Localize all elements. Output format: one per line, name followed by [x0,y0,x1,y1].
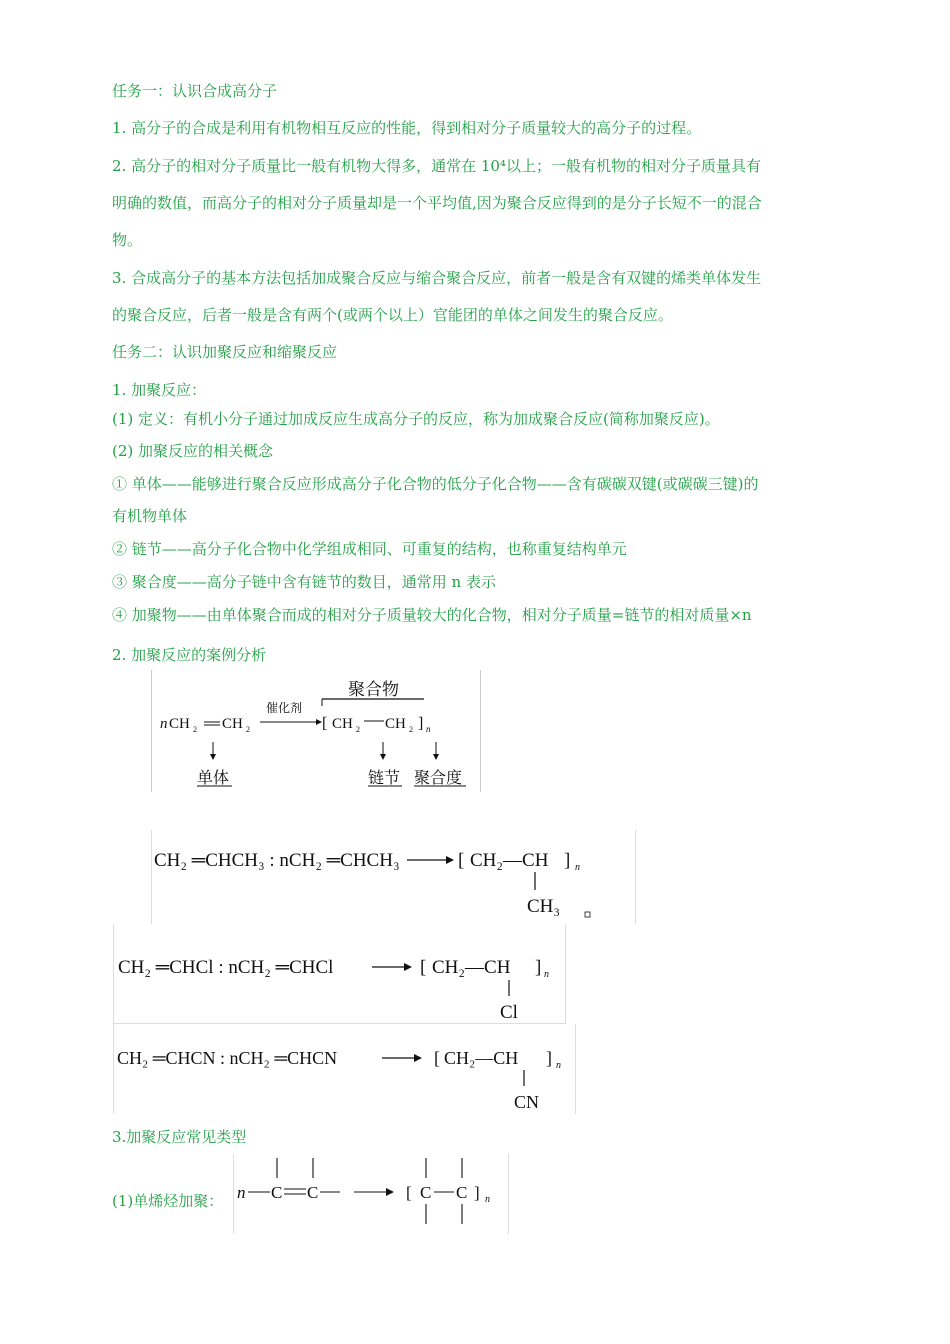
n-coefficient: n [160,716,168,732]
paragraph-3-line-1: 3. 合成高分子的基本方法包括加成聚合反应与缩合聚合反应，前者一般是含有双键的烯类单体发生 [112,269,762,287]
bracket-right: ] [535,957,542,978]
n-coefficient: n [237,1183,246,1202]
figure-vinyl-chloride-polymerization [113,924,566,1024]
section-1-concepts: (2) 加聚反应的相关概念 [112,442,274,460]
carbon-d: C [456,1183,468,1202]
bracket-left: [ [420,957,427,978]
monomer-ch2-b: CH [222,716,243,732]
sub-2-b: 2 [246,725,250,734]
section-3-title: 3.加聚反应常见类型 [112,1128,247,1146]
degree-label: 聚合度 [414,770,463,787]
bracket-right: ] [564,850,571,871]
bracket-left: [ [406,1183,412,1202]
concept-monomer-line-2: 有机物单体 [112,507,188,525]
n-subscript: n [485,1194,490,1205]
sub-2-d: 2 [409,725,413,734]
catalyst-label: 催化剂 [266,701,303,715]
paragraph-3-line-2: 的聚合反应，后者一般是含有两个(或两个以上）官能团的单体之间发生的聚合反应。 [112,306,673,324]
concept-chain-unit: ② 链节——高分子化合物中化学组成相同、可重复的结构，也称重复结构单元 [112,540,627,558]
section-2-title: 2. 加聚反应的案例分析 [112,646,267,664]
section-1-definition: (1) 定义：有机小分子通过加成反应生成高分子的反应，称为加成聚合反应(简称加聚反应)。 [112,410,720,428]
bracket-left: [ [458,850,465,871]
task2-heading: 任务二：认识加聚反应和缩聚反应 [112,343,338,361]
vinyl-chloride-chain-unit: CH₂—CH [432,957,511,978]
concept-monomer-line-1: ① 单体——能够进行聚合反应形成高分子化合物的低分子化合物——含有碳碳双键(或碳碳三键)的 [112,475,759,493]
figure-acrylonitrile-polymerization [113,1024,576,1114]
bracket-left: [ [322,715,328,732]
concept-degree: ③ 聚合度——高分子链中含有链节的数目，通常用 n 表示 [112,573,496,591]
paragraph-2-line-2: 明确的数值，而高分子的相对分子质量却是一个平均值,因为聚合反应得到的是分子长短不一的混合 [112,194,762,212]
figure-propylene-polymerization [151,830,636,924]
unit-ch2-b: CH [385,716,406,732]
n-subscript: n [556,1060,561,1071]
monomer-ch2-a: CH [169,716,190,732]
figure-monoolefin-polymerization [233,1154,509,1234]
unit-ch2-a: CH [332,716,353,732]
section-3-1-label: (1)单烯烃加聚： [112,1192,224,1210]
carbon-b: C [307,1183,319,1202]
polymer-label: 聚合物 [348,680,399,699]
bracket-right: ] [546,1048,552,1068]
n-subscript: n [426,724,431,734]
bracket-right: ] [418,715,424,732]
bracket-left: [ [434,1048,440,1068]
propylene-equation-left: CH₂ ═CHCH₃ : nCH₂ ═CHCH₃ [154,850,400,871]
figure-polymerization-concepts [151,670,481,792]
concept-polymer: ④ 加聚物——由单体聚合而成的相对分子质量较大的化合物，相对分子质量=链节的相对质量×n [112,606,752,624]
vinyl-chloride-equation-left: CH₂ ═CHCl : nCH₂ ═CHCl [118,957,334,978]
paragraph-2-line-3: 物。 [112,231,143,249]
propylene-chain-unit: CH₂—CH [470,850,549,871]
chain-unit-label: 链节 [368,770,401,787]
sub-2-a: 2 [193,725,197,734]
paragraph-1: 1. 高分子的合成是利用有机物相互反应的性能，得到相对分子质量较大的高分子的过程。 [112,119,702,137]
section-1-title: 1. 加聚反应： [112,381,207,399]
carbon-a: C [271,1183,283,1202]
vinyl-chloride-substituent: Cl [500,1002,518,1023]
monomer-label: 单体 [197,770,230,787]
n-subscript: n [544,969,549,980]
acrylonitrile-chain-unit: CH₂—CH [444,1048,519,1068]
acrylonitrile-substituent: CN [514,1092,540,1112]
bracket-right: ] [474,1183,480,1202]
task1-heading: 任务一：认识合成高分子 [112,82,278,100]
propylene-methyl: CH₃ [527,896,561,917]
n-subscript: n [575,862,580,873]
carbon-c: C [420,1183,432,1202]
sub-2-c: 2 [356,725,360,734]
acrylonitrile-equation-left: CH₂ ═CHCN : nCH₂ ═CHCN [117,1048,338,1068]
paragraph-2-line-1: 2. 高分子的相对分子质量比一般有机物大得多，通常在 10⁴以上；一般有机物的相对分子质量具有 [112,157,761,175]
